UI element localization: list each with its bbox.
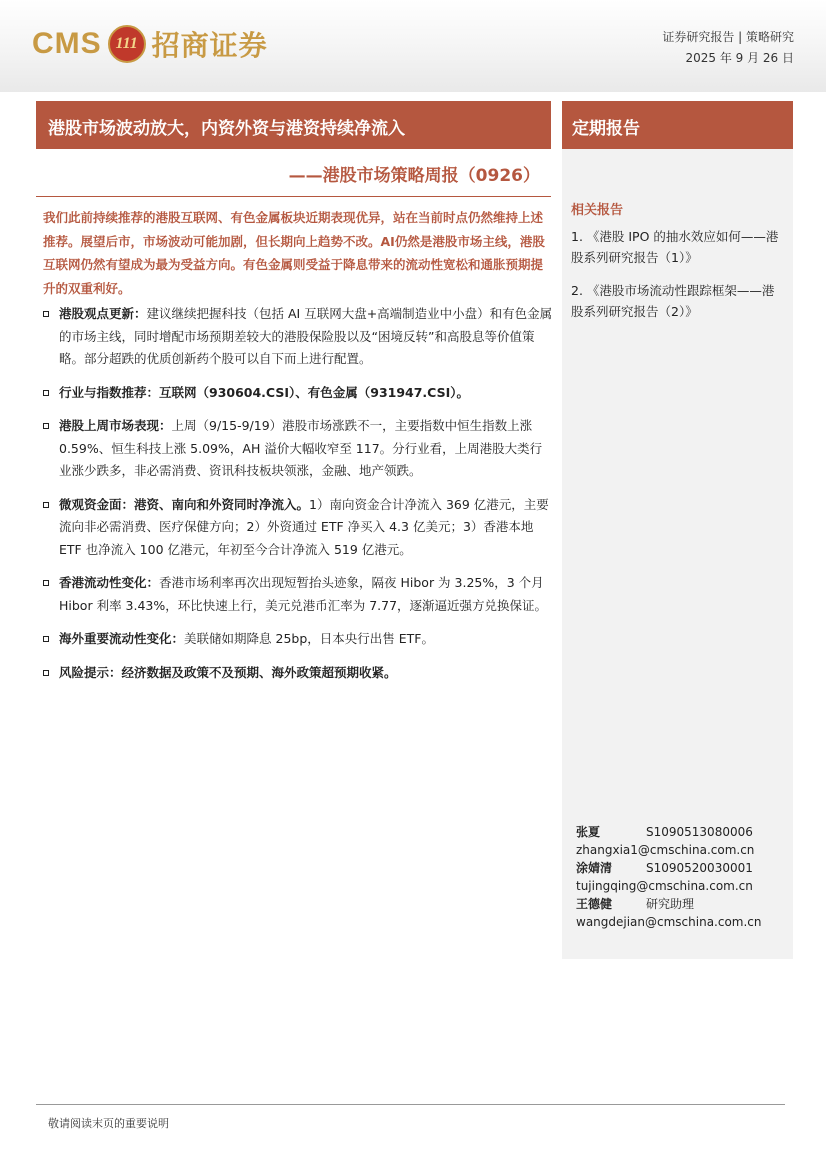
title-divider [36,196,551,197]
key-point-head: 港股上周市场表现： [59,418,172,433]
analyst-id: S1090520030001 [646,861,753,875]
key-point [43,382,553,405]
key-point [43,662,553,685]
square-bullet-icon [43,670,49,676]
related-report-link[interactable]: 2. 《港股市场流动性跟踪框架——港股系列研究报告（2）》 [571,283,775,319]
key-point [43,494,553,562]
analyst-row [576,895,791,913]
key-point-head: 微观资金面：港资、南向和外资同时净流入。 [59,496,310,512]
square-bullet-icon [43,580,49,586]
cms-logo [32,24,268,64]
square-bullet-icon [43,636,49,642]
analyst-id: S1090513080006 [646,825,753,839]
report-subtitle: ——港股市场策略周报（0926） [288,166,540,186]
square-bullet-icon [43,502,49,508]
analyst-row [576,823,791,841]
related-reports-list [571,226,786,334]
logo-seal-icon: 111 [108,25,146,63]
analyst-name: 张夏 [576,825,601,839]
key-point-head: 风险提示：经济数据及政策不及预期、海外政策超预期收紧。 [59,664,397,680]
analyst-name: 王德健 [576,897,613,911]
key-point-head: 行业与指数推荐：互联网（930604.CSI）、有色金属（931947.CSI）。 [59,384,469,400]
analyst-row [576,859,791,877]
key-point-head: 香港流动性变化： [59,575,160,590]
logo-cms-text: CMS [32,27,102,60]
summary-lead: 我们此前持续推荐的港股互联网、有色金属板块近期表现优异，站在当前时点仍然维持上述推荐。展望后市，市场波动可能加剧，但长期向上趋势不改。AI仍然是港股市场主线，港股互联网仍然有望成为最为受益方向。有色金属则受益于降息带来的流动性宽松和通胀预期提升的双重利好。 [43,210,545,297]
key-points [43,303,553,695]
analyst-email[interactable]: wangdejian@cmschina.com.cn [576,915,762,929]
key-point [43,415,553,483]
key-point-body: 香港市场利率再次出现短暂抬头迹象，隔夜 Hibor 为 3.25%，3 个月 Hibor 利率 3.43%，环比快速上行，美元兑港币汇率为 7.77，逐渐逼近强方兑换保证。 [59,575,548,613]
report-meta [662,27,794,69]
square-bullet-icon [43,311,49,317]
analyst-email[interactable]: tujingqing@cmschina.com.cn [576,879,753,893]
square-bullet-icon [43,390,49,396]
footer-note: 敬请阅读末页的重要说明 [48,1117,169,1130]
footer-divider [36,1104,785,1105]
key-point-body: 美联储如期降息 25bp，日本央行出售 ETF。 [184,631,434,646]
logo-cn-text: 招商证券 [151,29,268,62]
key-point-body: 上周（9/15-9/19）港股市场涨跌不一，主要指数中恒生指数上涨 0.59%、恒生科技上涨 5.09%，AH 溢价大幅收窄至 117。分行业看，上周港股大类行业涨少跌多，非必需消费、资讯科技板块领涨，金融、地产领跌。 [59,418,543,478]
key-point [43,303,553,371]
key-point-head: 海外重要流动性变化： [59,631,185,646]
related-reports-title: 相关报告 [571,203,624,218]
analyst-role: 研究助理 [646,897,695,911]
key-point-body: 1）南向资金合计净流入 369 亿港元，主要流向非必需消费、医疗保健方向；2）外资通过 ETF 净买入 4.3 亿美元；3）香港本地 ETF 也净流入 100 亿港元，年初至今合计净流入 519 亿港元。 [59,496,549,557]
related-report-link[interactable]: 1. 《港股 IPO 的抽水效应如何——港股系列研究报告（1）》 [571,229,779,265]
key-point [43,628,553,651]
analyst-name: 涂婧清 [576,861,613,875]
report-date: 2025 年 9 月 26 日 [685,51,794,65]
analyst-email[interactable]: zhangxia1@cmschina.com.cn [576,843,755,857]
key-point-head: 港股观点更新： [59,306,147,321]
key-point [43,572,553,617]
report-title: 港股市场波动放大，内资外资与港资持续净流入 [48,119,405,139]
square-bullet-icon [43,423,49,429]
key-point-body: 建议继续把握科技（包括 AI 互联网大盘+高端制造业中小盘）和有色金属的市场主线，同时增配市场预期差较大的港股保险股以及“困境反转”和高股息等价值策略。部分超跌的优质创新药个股可以自下而上进行配置。 [59,306,553,366]
report-type: 定期报告 [572,119,640,139]
analyst-list [576,823,791,931]
report-category: 证券研究报告 | 策略研究 [662,30,794,44]
